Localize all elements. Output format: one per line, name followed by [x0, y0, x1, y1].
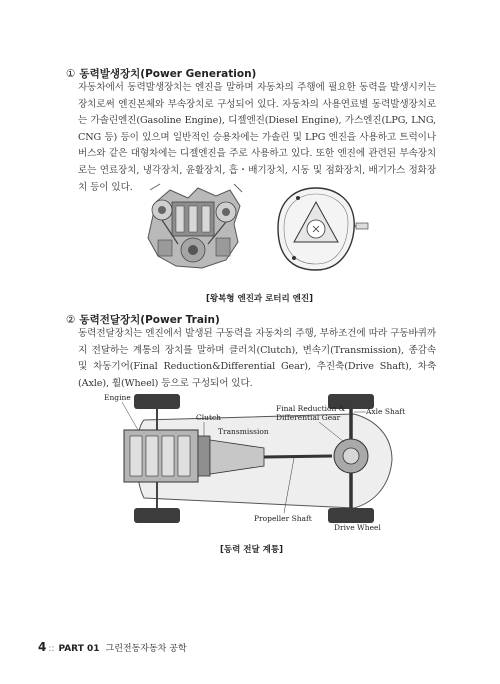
clutch-housing	[198, 436, 210, 476]
propeller-shaft	[264, 456, 332, 457]
label-differential-gear: Differential Gear	[276, 413, 341, 422]
footer-separator: ::	[48, 644, 55, 654]
footer-part: PART 01	[58, 644, 100, 654]
section1-paragraph: 자동차에서 동력발생장치는 엔진을 말하며 자동차의 주행에 필요한 동력을 발생시키는 장치로써 엔진본체와 부속장치로 구성되어 있다. 자동차의 사용연료별 동력발생장치로는 가솔린엔진(Gasoline Engine), 디젤엔진(Diesel Engine), 가스엔진(LPG, LNG, CNG 등) 등이 있으며 일반적인 승용차에는 가솔린 및 LPG 엔진을 사용하고 트럭이나 버스와 같은 대형차에는 디젤엔진을 주로 사용하고 있다. 또한 엔진에 관련된 부속장치로는 연료장치, 냉각장치, 윤활장치, 흡・배기장치, 시동 및 점화장치, 배기가스 정화장치 등이 있다.	[78, 82, 436, 193]
section1-number: ①	[66, 68, 76, 80]
footer-book-title: 그린전동자동차 공학	[105, 644, 187, 654]
front-left-wheel	[134, 394, 180, 409]
label-clutch: Clutch	[196, 413, 222, 422]
page-footer	[38, 640, 187, 654]
rotary-engine-illustration	[268, 184, 370, 274]
front-right-wheel	[134, 508, 180, 523]
section2-figure-caption: [동력 전달 계통]	[220, 545, 283, 555]
section1-figure-caption: [왕복형 엔진과 로터리 엔진]	[206, 294, 313, 304]
section1-heading	[66, 66, 256, 81]
label-final-reduction: Final Reduction &	[276, 404, 346, 413]
label-propeller-shaft: Propeller Shaft	[254, 514, 312, 523]
reciprocating-engine-illustration	[138, 180, 248, 272]
section1-title: 동력발생장치(Power Generation)	[79, 68, 257, 80]
section2-paragraph: 동력전달장치는 엔진에서 발생된 구동력을 자동차의 주행, 부하조건에 따라 구동바퀴까지 전달하는 계통의 장치를 말하며 클러치(Clutch), 변속기(Transmission), 종감속 및 차동기어(Final Reduction&Differential Gear), 추진축(Drive Shaft), 차축(Axle), 휠(Wheel) 등으로 구성되어 있다.	[78, 328, 436, 389]
label-axle-shaft: Axle Shaft	[366, 407, 406, 416]
section2-heading	[66, 312, 220, 327]
section2-title: 동력전달장치(Power Train)	[79, 314, 220, 326]
page-number: 4	[38, 640, 47, 654]
section2-number: ②	[66, 314, 76, 326]
label-engine: Engine	[104, 393, 131, 402]
label-transmission: Transmission	[218, 427, 269, 436]
power-train-diagram	[104, 390, 410, 530]
label-drive-wheel: Drive Wheel	[334, 523, 381, 530]
rear-right-wheel	[328, 508, 374, 523]
